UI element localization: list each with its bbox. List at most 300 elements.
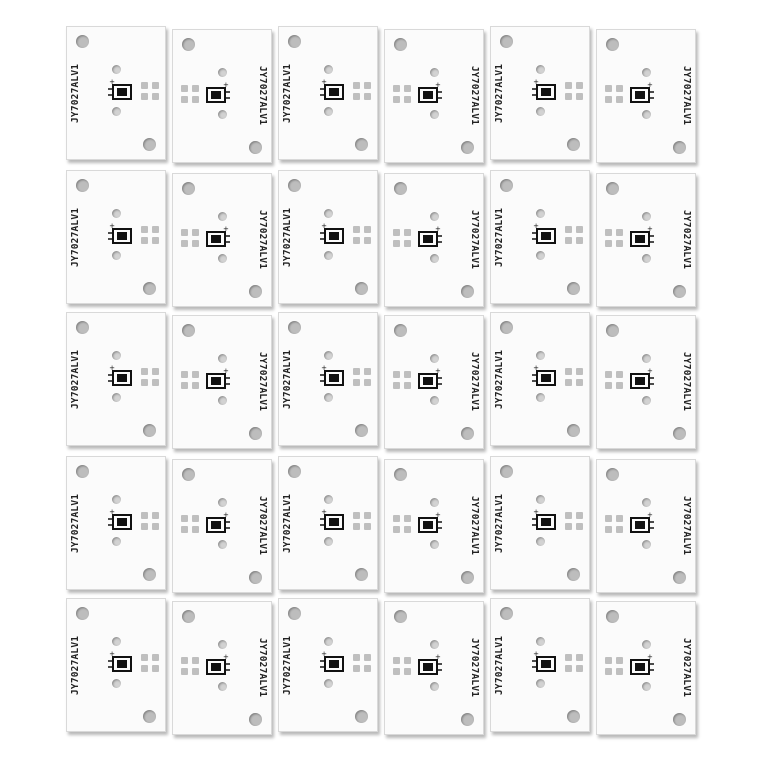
led-footprint-silkscreen [105, 223, 135, 251]
via-hole [218, 498, 227, 507]
solder-pad [192, 526, 199, 533]
via-hole [324, 209, 333, 218]
solder-pad [393, 371, 400, 378]
led-pcb-board [66, 456, 166, 590]
led-footprint-silkscreen [529, 509, 559, 537]
solder-pads [141, 82, 157, 102]
solder-pad [364, 379, 371, 386]
solder-pad [576, 654, 583, 661]
board-part-number: JY7027ALV1 [469, 210, 480, 270]
mounting-hole [182, 610, 195, 623]
via-hole [218, 640, 227, 649]
mounting-hole [394, 610, 407, 623]
solder-pads [393, 85, 409, 105]
led-pcb-board [278, 598, 378, 732]
solder-pad [181, 382, 188, 389]
solder-pads [353, 654, 369, 674]
mounting-hole [182, 468, 195, 481]
solder-pad [181, 240, 188, 247]
via-hole [536, 537, 545, 546]
via-hole [218, 212, 227, 221]
solder-pad [393, 382, 400, 389]
led-footprint-silkscreen [105, 365, 135, 393]
solder-pad [393, 229, 400, 236]
via-hole [642, 212, 651, 221]
solder-pads [181, 657, 197, 677]
solder-pads [565, 226, 581, 246]
led-pcb-board [66, 26, 166, 160]
board-part-number: JY7027ALV1 [681, 210, 692, 270]
solder-pad [576, 237, 583, 244]
via-hole [112, 393, 121, 402]
via-hole [430, 640, 439, 649]
solder-pad [393, 85, 400, 92]
solder-pad [353, 665, 360, 672]
solder-pad [181, 657, 188, 664]
board-part-number: JY7027ALV1 [70, 63, 81, 123]
via-hole [642, 682, 651, 691]
board-part-number: JY7027ALV1 [469, 352, 480, 412]
mounting-hole [182, 324, 195, 337]
solder-pad [141, 379, 148, 386]
solder-pad [181, 371, 188, 378]
via-hole [112, 351, 121, 360]
solder-pad [605, 371, 612, 378]
via-hole [536, 107, 545, 116]
mounting-hole [567, 138, 580, 151]
led-footprint-silkscreen [105, 651, 135, 679]
solder-pads [141, 654, 157, 674]
solder-pad [565, 665, 572, 672]
via-hole [642, 354, 651, 363]
board-part-number: JY7027ALV1 [257, 210, 268, 270]
solder-pad [152, 665, 159, 672]
polarity-plus-sign: + [321, 365, 327, 372]
via-hole [430, 110, 439, 119]
polarity-plus-sign: + [223, 368, 229, 375]
solder-pad [152, 226, 159, 233]
solder-pads [565, 654, 581, 674]
solder-pad [192, 657, 199, 664]
solder-pad [576, 368, 583, 375]
solder-pad [353, 379, 360, 386]
solder-pad [565, 379, 572, 386]
via-hole [642, 68, 651, 77]
polarity-plus-sign: + [647, 512, 653, 519]
solder-pad [576, 523, 583, 530]
solder-pads [605, 371, 621, 391]
led-footprint-silkscreen [415, 82, 445, 110]
solder-pad [616, 382, 623, 389]
solder-pads [181, 85, 197, 105]
via-hole [430, 354, 439, 363]
solder-pad [364, 523, 371, 530]
via-hole [536, 251, 545, 260]
via-hole [112, 637, 121, 646]
polarity-plus-sign: + [321, 651, 327, 658]
solder-pad [565, 93, 572, 100]
solder-pads [393, 229, 409, 249]
via-hole [430, 68, 439, 77]
mounting-hole [567, 710, 580, 723]
polarity-plus-sign: + [435, 226, 441, 233]
led-footprint-silkscreen [105, 79, 135, 107]
solder-pad [181, 526, 188, 533]
solder-pad [616, 526, 623, 533]
solder-pad [364, 237, 371, 244]
solder-pad [616, 229, 623, 236]
solder-pad [181, 515, 188, 522]
solder-pad [404, 668, 411, 675]
mounting-hole [355, 138, 368, 151]
solder-pad [605, 96, 612, 103]
polarity-plus-sign: + [109, 365, 115, 372]
solder-pad [364, 93, 371, 100]
solder-pad [141, 512, 148, 519]
led-footprint-silkscreen [627, 368, 657, 396]
solder-pad [192, 96, 199, 103]
via-hole [324, 537, 333, 546]
mounting-hole [355, 282, 368, 295]
solder-pad [576, 379, 583, 386]
led-pcb-board [384, 601, 484, 735]
board-part-number: JY7027ALV1 [70, 207, 81, 267]
led-pcb-board [172, 459, 272, 593]
solder-pad [616, 668, 623, 675]
led-footprint-silkscreen [415, 368, 445, 396]
solder-pad [404, 85, 411, 92]
mounting-hole [143, 138, 156, 151]
mounting-hole [606, 182, 619, 195]
polarity-plus-sign: + [435, 512, 441, 519]
led-footprint-silkscreen [317, 651, 347, 679]
mounting-hole [394, 468, 407, 481]
solder-pad [192, 85, 199, 92]
via-hole [642, 640, 651, 649]
solder-pad [192, 382, 199, 389]
mounting-hole [606, 38, 619, 51]
polarity-plus-sign: + [223, 82, 229, 89]
solder-pad [404, 382, 411, 389]
solder-pad [393, 526, 400, 533]
board-part-number: JY7027ALV1 [681, 496, 692, 556]
board-part-number: JY7027ALV1 [469, 66, 480, 126]
solder-pad [353, 654, 360, 661]
solder-pad [393, 240, 400, 247]
led-footprint-silkscreen [627, 226, 657, 254]
mounting-hole [143, 424, 156, 437]
solder-pad [152, 368, 159, 375]
solder-pad [141, 226, 148, 233]
solder-pad [152, 523, 159, 530]
polarity-plus-sign: + [435, 654, 441, 661]
led-footprint-silkscreen [317, 223, 347, 251]
led-pcb-board [384, 315, 484, 449]
solder-pads [393, 657, 409, 677]
solder-pad [364, 654, 371, 661]
polarity-plus-sign: + [533, 509, 539, 516]
mounting-hole [606, 610, 619, 623]
solder-pads [565, 512, 581, 532]
polarity-plus-sign: + [321, 223, 327, 230]
solder-pad [605, 229, 612, 236]
led-footprint-silkscreen [317, 79, 347, 107]
mounting-hole [567, 282, 580, 295]
led-pcb-board [66, 170, 166, 304]
via-hole [536, 637, 545, 646]
polarity-plus-sign: + [533, 79, 539, 86]
board-part-number: JY7027ALV1 [494, 493, 505, 553]
solder-pads [565, 82, 581, 102]
solder-pad [353, 368, 360, 375]
solder-pad [576, 226, 583, 233]
board-part-number: JY7027ALV1 [282, 635, 293, 695]
solder-pad [141, 654, 148, 661]
solder-pad [192, 371, 199, 378]
solder-pad [404, 371, 411, 378]
via-hole [642, 498, 651, 507]
led-footprint-silkscreen [415, 512, 445, 540]
board-part-number: JY7027ALV1 [257, 638, 268, 698]
via-hole [218, 68, 227, 77]
led-pcb-board [172, 29, 272, 163]
solder-pad [353, 82, 360, 89]
solder-pad [404, 229, 411, 236]
solder-pad [152, 82, 159, 89]
via-hole [430, 212, 439, 221]
board-part-number: JY7027ALV1 [257, 496, 268, 556]
board-part-number: JY7027ALV1 [257, 352, 268, 412]
mounting-hole [182, 38, 195, 51]
led-footprint-silkscreen [317, 365, 347, 393]
polarity-plus-sign: + [435, 82, 441, 89]
led-footprint-silkscreen [415, 654, 445, 682]
mounting-hole [606, 324, 619, 337]
solder-pad [152, 654, 159, 661]
solder-pad [141, 82, 148, 89]
polarity-plus-sign: + [647, 82, 653, 89]
board-part-number: JY7027ALV1 [70, 493, 81, 553]
via-hole [218, 396, 227, 405]
solder-pad [141, 237, 148, 244]
solder-pads [353, 82, 369, 102]
solder-pads [141, 512, 157, 532]
mounting-hole [394, 182, 407, 195]
via-hole [324, 495, 333, 504]
solder-pad [141, 665, 148, 672]
via-hole [430, 682, 439, 691]
solder-pad [181, 668, 188, 675]
solder-pad [364, 665, 371, 672]
solder-pad [616, 515, 623, 522]
led-pcb-board [490, 456, 590, 590]
led-pcb-board [278, 170, 378, 304]
via-hole [324, 393, 333, 402]
led-footprint-silkscreen [627, 82, 657, 110]
led-pcb-board [278, 456, 378, 590]
solder-pad [616, 657, 623, 664]
polarity-plus-sign: + [533, 223, 539, 230]
via-hole [536, 679, 545, 688]
polarity-plus-sign: + [109, 651, 115, 658]
solder-pads [605, 229, 621, 249]
via-hole [324, 251, 333, 260]
mounting-hole [355, 710, 368, 723]
solder-pad [605, 657, 612, 664]
polarity-plus-sign: + [647, 368, 653, 375]
led-pcb-board [596, 601, 696, 735]
solder-pads [605, 515, 621, 535]
solder-pad [565, 512, 572, 519]
solder-pad [404, 96, 411, 103]
polarity-plus-sign: + [533, 651, 539, 658]
mounting-hole [355, 424, 368, 437]
led-pcb-board [490, 598, 590, 732]
board-part-number: JY7027ALV1 [494, 207, 505, 267]
polarity-plus-sign: + [223, 654, 229, 661]
solder-pad [605, 515, 612, 522]
solder-pad [605, 526, 612, 533]
via-hole [218, 540, 227, 549]
solder-pad [192, 229, 199, 236]
solder-pad [616, 240, 623, 247]
via-hole [430, 540, 439, 549]
board-part-number: JY7027ALV1 [469, 638, 480, 698]
solder-pad [152, 237, 159, 244]
solder-pad [364, 226, 371, 233]
via-hole [642, 110, 651, 119]
via-hole [112, 679, 121, 688]
polarity-plus-sign: + [533, 365, 539, 372]
board-part-number: JY7027ALV1 [282, 63, 293, 123]
via-hole [112, 251, 121, 260]
solder-pad [141, 523, 148, 530]
via-hole [218, 254, 227, 263]
solder-pads [353, 368, 369, 388]
board-part-number: JY7027ALV1 [282, 493, 293, 553]
solder-pad [192, 668, 199, 675]
led-pcb-board [596, 315, 696, 449]
solder-pad [565, 523, 572, 530]
led-footprint-silkscreen [105, 509, 135, 537]
led-footprint-silkscreen [529, 223, 559, 251]
via-hole [112, 107, 121, 116]
via-hole [536, 393, 545, 402]
board-part-number: JY7027ALV1 [257, 66, 268, 126]
solder-pad [404, 240, 411, 247]
solder-pad [565, 226, 572, 233]
polarity-plus-sign: + [647, 226, 653, 233]
solder-pad [565, 82, 572, 89]
solder-pad [393, 515, 400, 522]
mounting-hole [394, 324, 407, 337]
via-hole [112, 65, 121, 74]
via-hole [218, 354, 227, 363]
led-footprint-silkscreen [203, 226, 233, 254]
board-part-number: JY7027ALV1 [70, 635, 81, 695]
led-footprint-silkscreen [627, 512, 657, 540]
board-part-number: JY7027ALV1 [469, 496, 480, 556]
solder-pad [181, 85, 188, 92]
led-footprint-silkscreen [627, 654, 657, 682]
led-pcb-board [384, 459, 484, 593]
via-hole [536, 209, 545, 218]
led-footprint-silkscreen [203, 82, 233, 110]
via-hole [324, 107, 333, 116]
via-hole [536, 495, 545, 504]
board-part-number: JY7027ALV1 [282, 207, 293, 267]
via-hole [112, 209, 121, 218]
via-hole [642, 396, 651, 405]
led-footprint-silkscreen [203, 654, 233, 682]
solder-pad [364, 512, 371, 519]
led-pcb-board [384, 173, 484, 307]
via-hole [324, 637, 333, 646]
led-pcb-board [384, 29, 484, 163]
solder-pad [404, 515, 411, 522]
via-hole [324, 679, 333, 688]
solder-pads [353, 226, 369, 246]
led-pcb-board [66, 598, 166, 732]
via-hole [324, 351, 333, 360]
led-pcb-board [596, 173, 696, 307]
led-pcb-board [596, 29, 696, 163]
polarity-plus-sign: + [321, 79, 327, 86]
solder-pad [152, 512, 159, 519]
board-part-number: JY7027ALV1 [282, 349, 293, 409]
led-pcb-board [172, 173, 272, 307]
solder-pad [616, 371, 623, 378]
via-hole [112, 495, 121, 504]
solder-pads [565, 368, 581, 388]
mounting-hole [394, 38, 407, 51]
polarity-plus-sign: + [223, 226, 229, 233]
mounting-hole [143, 568, 156, 581]
mounting-hole [182, 182, 195, 195]
solder-pad [576, 512, 583, 519]
solder-pad [393, 668, 400, 675]
solder-pad [152, 379, 159, 386]
mounting-hole [355, 568, 368, 581]
solder-pad [565, 368, 572, 375]
polarity-plus-sign: + [109, 223, 115, 230]
polarity-plus-sign: + [435, 368, 441, 375]
via-hole [430, 498, 439, 507]
mounting-hole [567, 424, 580, 437]
solder-pad [576, 665, 583, 672]
board-part-number: JY7027ALV1 [681, 66, 692, 126]
solder-pad [353, 237, 360, 244]
led-pcb-board [172, 315, 272, 449]
mounting-hole [143, 282, 156, 295]
mounting-hole [143, 710, 156, 723]
solder-pad [616, 96, 623, 103]
solder-pad [605, 668, 612, 675]
via-hole [536, 65, 545, 74]
led-footprint-silkscreen [203, 512, 233, 540]
solder-pads [605, 657, 621, 677]
via-hole [430, 396, 439, 405]
solder-pads [181, 229, 197, 249]
solder-pad [605, 382, 612, 389]
solder-pad [141, 368, 148, 375]
led-footprint-silkscreen [415, 226, 445, 254]
led-pcb-board [278, 312, 378, 446]
mounting-hole [606, 468, 619, 481]
solder-pads [181, 515, 197, 535]
polarity-plus-sign: + [223, 512, 229, 519]
led-pcb-board [490, 312, 590, 446]
